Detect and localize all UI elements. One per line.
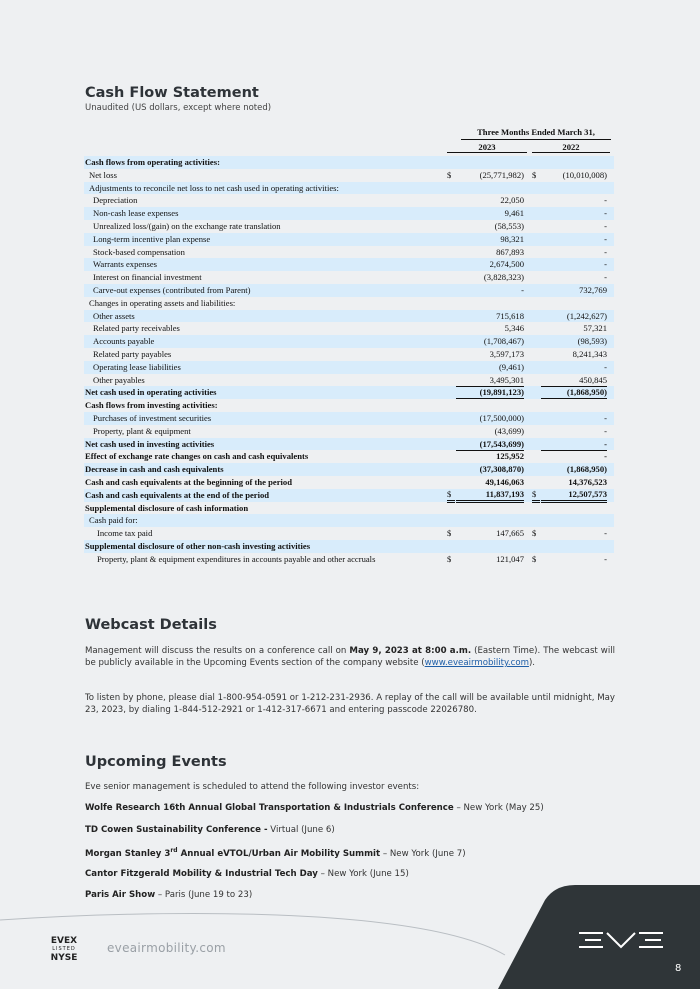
value-2023: (17,543,699): [456, 438, 524, 452]
value-2022: -: [604, 553, 607, 564]
row-label: Cash and cash equivalents at the beginning of the period: [85, 476, 292, 487]
value-2023: (3,828,323): [483, 272, 524, 283]
value-2023: 147,665: [496, 528, 524, 539]
row-label: Supplemental disclosure of other non-cash investing activities: [85, 540, 311, 551]
column-header-2023: 2023: [447, 142, 527, 153]
event-details: Virtual (June 6): [267, 825, 335, 835]
value-2023: (9,461): [498, 361, 524, 372]
value-2022: -: [604, 233, 607, 244]
value-2022: -: [604, 220, 607, 231]
row-label: Other payables: [93, 374, 145, 385]
event-details: – New York (June 15): [317, 869, 409, 879]
value-2023: 715,618: [496, 310, 524, 321]
value-2022: 12,507,573: [541, 489, 607, 503]
value-2023: (58,553): [494, 220, 524, 231]
event-details: – New York (May 25): [453, 803, 544, 813]
table-row: [84, 540, 614, 553]
table-row: [84, 361, 614, 374]
page-number: 8: [675, 963, 682, 974]
webcast-paragraph-2: To listen by phone, please dial 1-800-954-0591 or 1-212-231-2936. A replay of the call will be available until midnight, May 23, 2023, by dialing 1-844-512-2921 or 1-412-317-6671 and entering passcode 22026780.: [85, 693, 615, 715]
row-label: Long-term incentive plan expense: [93, 233, 211, 244]
value-2022: (1,868,950): [541, 386, 607, 399]
value-2022: -: [604, 246, 607, 257]
value-2023: 49,146,063: [456, 476, 524, 490]
table-row: [84, 476, 614, 489]
value-2022: 450,845: [541, 374, 607, 388]
value-2023: (1,708,467): [483, 336, 524, 347]
row-label: Accounts payable: [93, 336, 155, 347]
row-label: Other assets: [93, 310, 135, 321]
events-title: Upcoming Events: [85, 754, 227, 770]
table-row: [84, 169, 614, 182]
currency-symbol-2022: $: [532, 528, 537, 539]
value-2022: -: [604, 259, 607, 270]
cash-flow-title: Cash Flow Statement: [85, 85, 259, 101]
value-2022: -: [604, 361, 607, 372]
cash-flow-subtitle: Unaudited (US dollars, except where noted): [85, 103, 272, 113]
table-row: [84, 374, 614, 387]
event-item: [85, 869, 409, 879]
table-row: [84, 489, 614, 502]
currency-symbol-2023: $: [447, 169, 452, 180]
row-label: Interest on financial investment: [93, 272, 202, 283]
value-2023: 22,050: [500, 195, 524, 206]
value-2022: 57,321: [583, 323, 607, 334]
value-2023: (17,500,000): [479, 412, 524, 423]
row-label: Cash flows from investing activities:: [85, 400, 218, 411]
value-2022: -: [604, 208, 607, 219]
value-2022: -: [604, 195, 607, 206]
footer-website[interactable]: eveairmobility.com: [107, 941, 226, 955]
webcast-title: Webcast Details: [85, 617, 217, 633]
row-label: Decrease in cash and cash equivalents: [85, 464, 224, 475]
table-row: [84, 194, 614, 207]
row-label: Adjustments to reconcile net loss to net cash used in operating activities:: [89, 182, 339, 193]
table-row: [84, 412, 614, 425]
row-label: Unrealized loss/(gain) on the exchange rate translation: [93, 220, 281, 231]
event-name: Paris Air Show: [85, 890, 156, 900]
table-row: [84, 450, 614, 463]
event-details: – New York (June 7): [380, 848, 466, 859]
value-2023: 11,837,193: [456, 489, 524, 503]
table-row: [84, 386, 614, 399]
row-label: Warrants expenses: [93, 259, 157, 270]
value-2023: (19,891,123): [456, 386, 524, 399]
event-name: TD Cowen Sustainability Conference -: [85, 825, 268, 835]
table-row: [84, 335, 614, 348]
row-label: Stock-based compensation: [93, 246, 185, 257]
table-row: [84, 156, 614, 169]
nyse-listing-logo: [47, 936, 81, 963]
table-row: [84, 258, 614, 271]
table-row: [84, 182, 614, 195]
value-2022: 8,241,343: [572, 348, 607, 359]
table-row: [84, 527, 614, 540]
value-2022: -: [604, 272, 607, 283]
event-name: Morgan Stanley 3: [85, 848, 171, 859]
value-2023: 121,047: [496, 553, 524, 564]
table-row: [84, 310, 614, 323]
ticker-text: EVEX: [50, 936, 78, 946]
currency-symbol-2022: $: [532, 169, 537, 180]
webcast-text: Management will discuss the results on a conference call on: [85, 646, 350, 656]
value-2023: 3,597,173: [489, 348, 524, 359]
event-item: [85, 803, 544, 813]
row-label: Cash paid for:: [89, 515, 138, 526]
table-row: [84, 207, 614, 220]
value-2023: 98,321: [500, 233, 524, 244]
table-row: [84, 438, 614, 451]
event-details: – Paris (June 19 to 23): [155, 890, 253, 900]
value-2022: (1,242,627): [566, 310, 607, 321]
row-label: Income tax paid: [97, 528, 153, 539]
value-2023: (43,699): [456, 425, 524, 439]
row-label: Property, plant & equipment expenditures in accounts payable and other accruals: [97, 553, 376, 564]
row-label: Net cash used in investing activities: [85, 438, 215, 449]
table-row: [84, 348, 614, 361]
table-row: [84, 246, 614, 259]
table-row: [84, 399, 614, 412]
row-label: Non-cash lease expenses: [93, 208, 179, 219]
event-name: Wolfe Research 16th Annual Global Transportation & Industrials Conference: [85, 803, 454, 813]
currency-symbol-2022: $: [532, 553, 537, 564]
table-row: [84, 233, 614, 246]
value-2023: 3,495,301: [456, 374, 524, 388]
table-row: [84, 425, 614, 438]
event-name-2: Annual eVTOL/Urban Air Mobility Summit: [177, 848, 381, 859]
value-2022: -: [604, 528, 607, 539]
value-2022: -: [541, 450, 607, 464]
event-item: [85, 825, 335, 835]
value-2023: (37,308,870): [479, 464, 524, 475]
value-2023: 5,346: [504, 323, 524, 334]
row-label: Depreciation: [93, 195, 138, 206]
value-2022: -: [604, 412, 607, 423]
value-2022: (10,010,008): [562, 169, 607, 180]
row-label: Carve-out expenses (contributed from Parent): [93, 284, 251, 295]
value-2022: (98,593): [577, 336, 607, 347]
value-2023: 2,674,500: [489, 259, 524, 270]
value-2023: -: [521, 284, 524, 295]
table-row: [84, 271, 614, 284]
table-row: [84, 284, 614, 297]
row-label: Changes in operating assets and liabilities:: [89, 297, 236, 308]
table-row: [84, 220, 614, 233]
row-label: Supplemental disclosure of cash information: [85, 502, 249, 513]
table-row: [84, 322, 614, 335]
table-row: [84, 502, 614, 515]
website-link[interactable]: www.eveairmobility.com: [424, 658, 529, 668]
currency-symbol-2022: $: [532, 489, 540, 503]
value-2023: (25,771,982): [479, 169, 524, 180]
cash-flow-rows: [84, 156, 614, 566]
webcast-date: May 9, 2023 at 8:00 a.m.: [349, 646, 472, 656]
value-2023: 867,893: [496, 246, 524, 257]
row-label: Cash flows from operating activities:: [85, 157, 220, 167]
table-row: [84, 553, 614, 566]
webcast-text-2: (Eastern Time). The webcast will be publicly available in the Upcoming Events section of the company website (: [85, 646, 615, 668]
row-label: Purchases of investment securities: [93, 412, 212, 423]
row-label: Effect of exchange rate changes on cash and cash equivalents: [85, 451, 309, 462]
cash-flow-table: [84, 124, 614, 566]
table-row: [84, 297, 614, 310]
row-label: Net cash used in operating activities: [85, 387, 217, 398]
currency-symbol-2023: $: [447, 553, 452, 564]
table-row: [84, 514, 614, 527]
column-header-2022: 2022: [532, 142, 610, 153]
webcast-paragraph-1: [85, 645, 615, 669]
row-label: Related party payables: [93, 348, 172, 359]
value-2022: -: [541, 425, 607, 439]
webcast-text-3: ).: [528, 658, 536, 668]
currency-symbol-2023: $: [447, 528, 452, 539]
value-2022: -: [541, 438, 607, 452]
table-row: [84, 463, 614, 476]
event-superscript: rd: [170, 847, 178, 854]
event-name: Cantor Fitzgerald Mobility & Industrial Tech Day: [85, 869, 318, 879]
value-2023: 125,952: [456, 450, 524, 464]
value-2022: 14,376,523: [541, 476, 607, 490]
value-2022: 732,769: [579, 284, 607, 295]
row-label: Property, plant & equipment: [93, 425, 191, 436]
value-2022: (1,868,950): [566, 464, 607, 475]
eve-logo-icon: [577, 931, 665, 949]
value-2023: 9,461: [504, 208, 524, 219]
event-item: [85, 847, 466, 859]
period-header: Three Months Ended March 31,: [461, 127, 611, 140]
currency-symbol-2023: $: [447, 489, 455, 503]
row-label: Operating lease liabilities: [93, 361, 181, 372]
row-label: Related party receivables: [93, 323, 180, 334]
events-intro: Eve senior management is scheduled to attend the following investor events:: [85, 782, 420, 792]
row-label: Cash and cash equivalents at the end of the period: [85, 489, 270, 500]
row-label: Net loss: [89, 169, 117, 180]
exchange-text: NYSE: [50, 953, 78, 963]
listed-text: LISTED: [52, 946, 76, 952]
